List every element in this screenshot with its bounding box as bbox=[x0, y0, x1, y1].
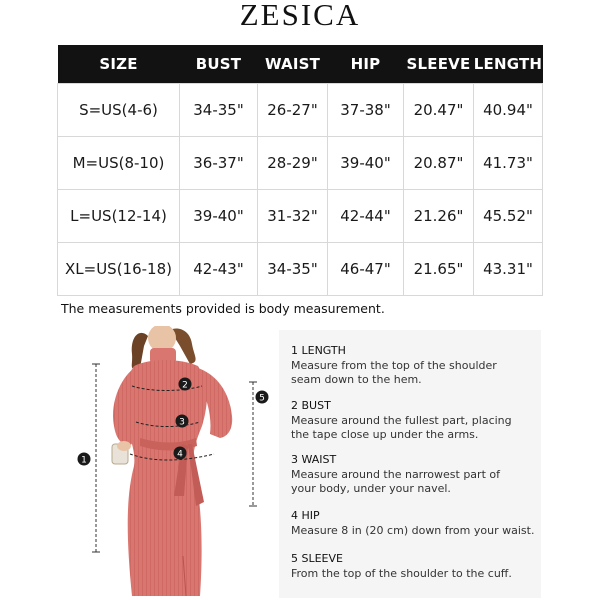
dress-illustration bbox=[70, 326, 280, 600]
marker-hip bbox=[174, 447, 187, 460]
cell-size: M=US(8-10) bbox=[58, 137, 180, 190]
cell-bust: 36-37" bbox=[180, 137, 258, 190]
guide-desc-line: seam down to the hem. bbox=[291, 373, 422, 386]
cell-sleeve: 21.26" bbox=[404, 190, 474, 243]
measurement-note: The measurements provided is body measurement. bbox=[61, 301, 385, 316]
marker-label: 1 bbox=[81, 455, 87, 466]
cell-hip: 42-44" bbox=[328, 190, 404, 243]
cell-waist: 34-35" bbox=[258, 243, 328, 296]
cell-bust: 34-35" bbox=[180, 84, 258, 137]
marker-label: 2 bbox=[182, 380, 188, 391]
guide-title: 4 HIP bbox=[291, 509, 320, 522]
cell-hip: 39-40" bbox=[328, 137, 404, 190]
cell-sleeve: 20.47" bbox=[404, 84, 474, 137]
header-hip: HIP bbox=[328, 45, 404, 84]
guide-title: 1 LENGTH bbox=[291, 344, 346, 357]
guide-desc-line: Measure around the narrowest part of bbox=[291, 467, 500, 481]
guide-desc-line: Measure around the fullest part, placing bbox=[291, 413, 512, 427]
cell-hip: 37-38" bbox=[328, 84, 404, 137]
marker-waist bbox=[176, 415, 189, 428]
cell-length: 40.94" bbox=[474, 84, 543, 137]
table-row bbox=[58, 243, 543, 296]
cell-waist: 31-32" bbox=[258, 190, 328, 243]
marker-length bbox=[78, 453, 91, 466]
marker-sleeve bbox=[256, 391, 269, 404]
marker-bust bbox=[179, 378, 192, 391]
cell-size: L=US(12-14) bbox=[58, 190, 180, 243]
guide-desc-line: Measure 8 in (20 cm) down from your waist. bbox=[291, 523, 535, 537]
cell-sleeve: 20.87" bbox=[404, 137, 474, 190]
brand-logo: ZESICA bbox=[239, 0, 361, 32]
table-row bbox=[58, 190, 543, 243]
header-length: LENGTH bbox=[474, 45, 543, 84]
cell-length: 45.52" bbox=[474, 190, 543, 243]
cell-length: 43.31" bbox=[474, 243, 543, 296]
guide-item-sleeve bbox=[291, 552, 512, 581]
guide-desc-line: Measure from the top of the shoulder bbox=[291, 358, 497, 372]
guide-desc-line: the tape close up under the arms. bbox=[291, 428, 479, 441]
cell-length: 41.73" bbox=[474, 137, 543, 190]
cell-waist: 26-27" bbox=[258, 84, 328, 137]
header-size: SIZE bbox=[58, 45, 180, 84]
cell-waist: 28-29" bbox=[258, 137, 328, 190]
header-bust: BUST bbox=[180, 45, 258, 84]
header-sleeve: SLEEVE bbox=[404, 45, 474, 84]
cell-sleeve: 21.65" bbox=[404, 243, 474, 296]
table-row bbox=[58, 137, 543, 190]
measurement-guide-panel bbox=[279, 330, 541, 598]
guide-item-bust bbox=[291, 399, 512, 443]
marker-label: 5 bbox=[259, 393, 265, 404]
size-chart-table bbox=[57, 45, 543, 296]
guide-title: 2 BUST bbox=[291, 399, 331, 412]
guide-item-hip bbox=[291, 509, 534, 538]
header-waist: WAIST bbox=[258, 45, 328, 84]
guide-title: 5 SLEEVE bbox=[291, 552, 343, 565]
marker-label: 4 bbox=[177, 449, 183, 460]
cell-bust: 42-43" bbox=[180, 243, 258, 296]
marker-label: 3 bbox=[179, 417, 185, 428]
cell-bust: 39-40" bbox=[180, 190, 258, 243]
table-header-row bbox=[58, 45, 543, 84]
table-row bbox=[58, 84, 543, 137]
guide-item-waist bbox=[291, 453, 500, 497]
cell-hip: 46-47" bbox=[328, 243, 404, 296]
guide-desc-line: your body, under your navel. bbox=[291, 482, 451, 495]
guide-title: 3 WAIST bbox=[291, 453, 337, 466]
guide-desc-line: From the top of the shoulder to the cuff. bbox=[291, 566, 512, 580]
cell-size: S=US(4-6) bbox=[58, 84, 180, 137]
guide-item-length bbox=[291, 344, 497, 388]
cell-size: XL=US(16-18) bbox=[58, 243, 180, 296]
